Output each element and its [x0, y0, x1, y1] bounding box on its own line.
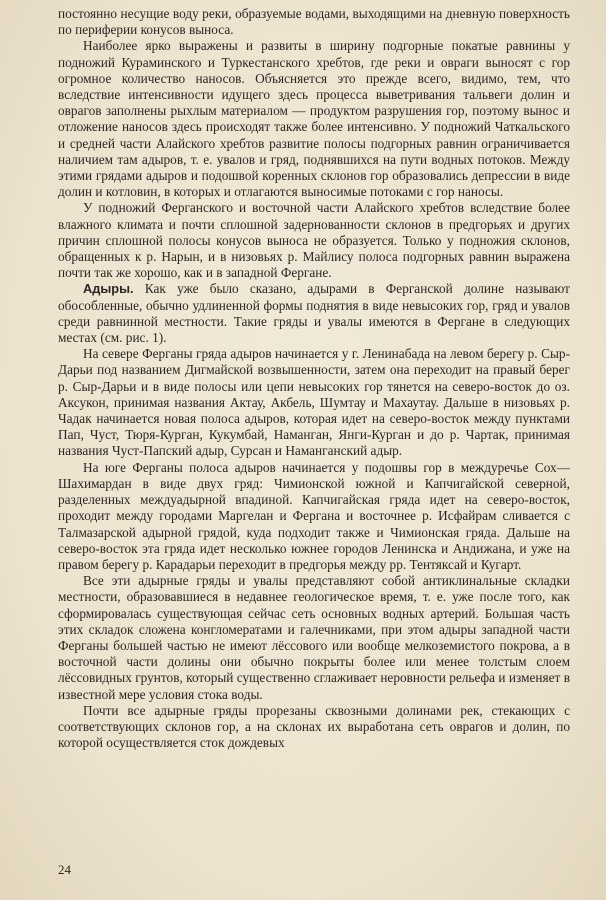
paragraph-2-text: Наиболее ярко выражены и развиты в ширину подгорные покатые равнины у подножий Кураминского и Туркестанского хребтов, где реки и овраги выносят с гор огромное количество наносов. Объясняется это прежде всего, видимо, тем, что вследствие интенсивности идущего здесь процесса выветривания тальвеги долин и оврагов заполнены рыхлым материалом — продуктом разрушения гор, поэтому вынос и отложение наносов здесь происходят также более интенсивно. У подножий Чаткальского и средней части Алайского хребтов развитие полосы подгорных равнин ограничивается наличием там адыров, т. е. увалов и гряд, поднявшихся на пути водных потоков. Между этими грядами адыров и подошвой коренных склонов гор образовались депрессии в виде долин и котловин, в которых и отлагаются выносимые потоками с гор наносы. — [58, 38, 570, 200]
section-lead-adyry: Адыры. — [83, 281, 134, 297]
paragraph-1 — [58, 6, 570, 38]
paragraph-4-text: Как уже было сказано, адырами в Ферганской долине называют обособленные, обычно удлиненной формы поднятия в виде невысоких гор, гряд и увалов среди равнинной местности. Такие гряды и увалы имеются в Фергане в следующих местах (см. рис. 1). — [58, 281, 570, 346]
paragraph-3 — [58, 200, 570, 281]
paragraph-2 — [58, 38, 570, 200]
paragraph-5 — [58, 346, 570, 459]
paragraph-8-text: Почти все адырные гряды прорезаны сквозными долинами рек, стекающих с соответствующих склонов гор, а на склонах их выработана сеть оврагов и долин, по которой осуществляется сток дождевых — [58, 702, 570, 751]
paragraph-6 — [58, 460, 570, 573]
paragraph-7-text: Все эти адырные гряды и увалы представляют собой антиклинальные складки местности, образовавшиеся в недавнее геологическое время, т. е. уже после того, как сформировалась существующая сейчас сеть основных водных артерий. Большая часть этих складок сложена конгломератами и галечниками, при этом адыры западной части Ферганы большей частью не имеют лёссового или вообще мелкоземистого покрова, а в восточной части долины они обычно покрыты более или менее толстым слоем лёссовидных грунтов, который существенно сглаживает неровности рельефа и изменяет в известной мере условия стока воды. — [58, 573, 570, 702]
paragraph-1-text: постоянно несущие воду реки, образуемые водами, выходящими на дневную поверхность по периферии конусов выноса. — [58, 6, 570, 38]
paragraph-3-text: У подножий Ферганского и восточной части Алайского хребтов вследствие более влажного климата и почти сплошной задернованности склонов в предгорьях и других причин сплошной полосы конусов выноса не образуется. Только у подножия склонов, обращенных к р. Нарын, и в низовьях р. Майлису полоса подгорных равнин выражена почти так же хорошо, как и в западной Фергане. — [58, 200, 570, 281]
paragraph-7 — [58, 573, 570, 703]
paragraph-6-text: На юге Ферганы полоса адыров начинается у подошвы гор в междуречье Сох—Шахимардан в виде двух гряд: Чимионской южной и Капчигайской северной, разделенных междуадырной впадиной. Капчигайская гряда идет на северо-восток, проходит между городами Маргелан и Фергана и восточнее р. Исфайрам сливается с Талмазарской адырной грядой, куда подходит также и Чимионская гряда. Дальше на северо-восток эта гряда идет несколько южнее городов Ленинска и Андижана, и уже на правом берегу р. Карадарьи переходит в предгорья между рр. Тентяксай и Кугарт. — [58, 459, 570, 572]
page-number: 24 — [58, 862, 71, 877]
paragraph-8 — [58, 703, 570, 752]
paragraph-4 — [58, 281, 570, 346]
paragraph-5-text: На севере Ферганы гряда адыров начинается у г. Ленинабада на левом берегу р. Сыр-Дарьи под названием Дигмайской возвышенности, затем она переходит на правый берег р. Сыр-Дарьи и в виде полосы или цепи невысоких гор тянется на северо-восток до оз. Аксукон, принимая названия Актау, Акбель, Шумтау и Махаутау. Дальше в низовьях р. Чадак начинается новая полоса адыров, которая идет на северо-восток между пунктами Пап, Чуст, Тюря-Курган, Кукумбай, Наманган, Янги-Курган и до р. Чартак, принимая названия Чуст-Папский адыр, Сурсан и Наманганский адыр. — [58, 346, 570, 459]
text-body — [58, 6, 570, 751]
